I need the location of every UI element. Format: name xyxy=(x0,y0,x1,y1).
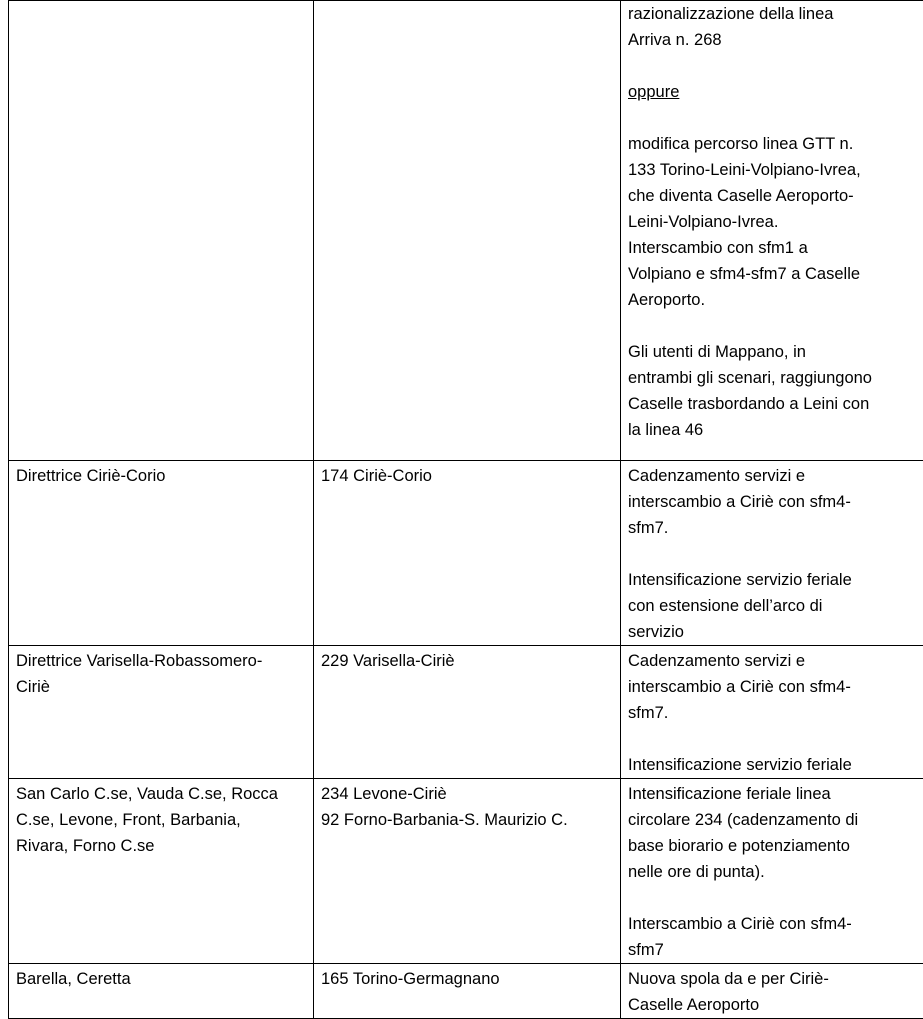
area-text: Barella, Ceretta xyxy=(16,966,313,992)
lines-cell xyxy=(314,646,621,779)
lines-text: 234 Levone-Ciriè 92 Forno-Barbania-S. Maurizio C. xyxy=(321,781,620,833)
intervention-paragraph: Intensificazione servizio feriale con estensione dell’arco di servizio xyxy=(628,567,923,645)
area-cell xyxy=(9,964,314,1019)
area-cell xyxy=(9,1,314,461)
table-row xyxy=(9,964,923,1019)
area-cell xyxy=(9,646,314,779)
interventions-cell xyxy=(621,461,923,646)
area-text: Direttrice Ciriè-Corio xyxy=(16,463,313,489)
interventions-cell xyxy=(621,779,923,964)
area-cell xyxy=(9,461,314,646)
lines-cell xyxy=(314,779,621,964)
lines-text: 174 Ciriè-Corio xyxy=(321,463,620,489)
lines-text: 165 Torino-Germagnano xyxy=(321,966,620,992)
interventions-cell xyxy=(621,964,923,1019)
table-row xyxy=(9,779,923,964)
lines-text: 229 Varisella-Ciriè xyxy=(321,648,620,674)
intervention-paragraph: Cadenzamento servizi e interscambio a Ciriè con sfm4- sfm7. xyxy=(628,648,923,726)
area-text: Direttrice Varisella-Robassomero- Ciriè xyxy=(16,648,313,700)
transport-table xyxy=(8,0,923,1019)
intervention-paragraph: Nuova spola da e per Ciriè- Caselle Aeroporto xyxy=(628,966,923,1018)
intervention-paragraph: Intensificazione servizio feriale xyxy=(628,752,923,778)
table-row xyxy=(9,461,923,646)
area-cell xyxy=(9,779,314,964)
intervention-paragraph: Interscambio a Ciriè con sfm4- sfm7 xyxy=(628,911,923,963)
intervention-paragraph: razionalizzazione della linea Arriva n. 268 xyxy=(628,1,923,53)
table-row xyxy=(9,646,923,779)
area-text: San Carlo C.se, Vauda C.se, Rocca C.se, Levone, Front, Barbania, Rivara, Forno C.se xyxy=(16,781,313,859)
table-row xyxy=(9,1,923,461)
intervention-paragraph: modifica percorso linea GTT n. 133 Torino-Leini-Volpiano-Ivrea, che diventa Caselle Aeroporto- Leini-Volpiano-Ivrea. Interscambio con sfm1 a Volpiano e sfm4-sfm7 a Caselle Aeroporto. xyxy=(628,131,923,313)
lines-cell xyxy=(314,964,621,1019)
interventions-cell xyxy=(621,1,923,461)
intervention-paragraph: Intensificazione feriale linea circolare 234 (cadenzamento di base biorario e potenziamento nelle ore di punta). xyxy=(628,781,923,885)
lines-cell xyxy=(314,1,621,461)
intervention-paragraph: Cadenzamento servizi e interscambio a Ciriè con sfm4- sfm7. xyxy=(628,463,923,541)
intervention-paragraph: Gli utenti di Mappano, in entrambi gli scenari, raggiungono Caselle trasbordando a Leini con la linea 46 xyxy=(628,339,923,443)
lines-cell xyxy=(314,461,621,646)
interventions-cell xyxy=(621,646,923,779)
oppure-label: oppure xyxy=(628,79,923,105)
